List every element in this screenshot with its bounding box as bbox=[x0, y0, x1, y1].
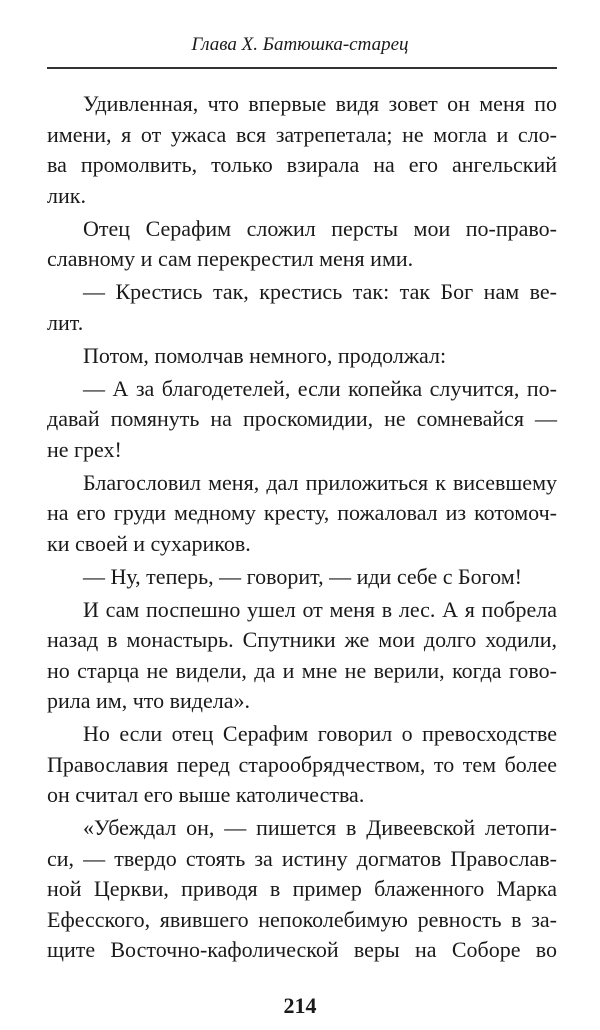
paragraph bbox=[47, 468, 557, 560]
text-line: назад в монастырь. Спутники же мои долго ходили, bbox=[47, 627, 557, 652]
text-line: Ефесского, явившего непоколебимую ревность в за- bbox=[47, 906, 557, 932]
text-line: Православия перед старообрядчеством, то тем более bbox=[47, 751, 557, 777]
text-line: имени, я от ужаса вся затрепетала; не могла и сло- bbox=[47, 121, 557, 147]
paragraph bbox=[47, 374, 557, 466]
text-line: щите Восточно-кафолической веры на Соборе во bbox=[47, 937, 557, 962]
paragraph bbox=[47, 341, 557, 372]
text-line: — Ну, теперь, — говорит, — иди себе с Богом! bbox=[83, 563, 522, 589]
text-line: «Убеждал он, — пишется в Дивеевской летопи- bbox=[83, 815, 557, 840]
text-line: не грех! bbox=[47, 436, 122, 462]
text-line: — А за благодетелей, если копейка случится, по- bbox=[83, 375, 557, 401]
page-number: 214 bbox=[283, 992, 317, 1018]
paragraph bbox=[47, 89, 557, 211]
text-line: лит. bbox=[47, 309, 84, 335]
text-line: на его груди медному кресту, пожаловал из котомоч- bbox=[47, 500, 557, 525]
text-line: — Крестись так, крестись так: так Бог нам ве- bbox=[83, 279, 557, 304]
text-line: давай помянуть на проскомидии, не сомневайся — bbox=[47, 406, 557, 431]
page-body bbox=[47, 89, 557, 966]
text-line: он считал его выше католичества. bbox=[47, 782, 365, 807]
paragraph bbox=[47, 562, 557, 593]
text-line: ной Церкви, приводя в пример блаженного Марка bbox=[47, 876, 557, 901]
text-line: Удивленная, что впервые видя зовет он меня по bbox=[83, 91, 557, 116]
text-line: славному и сам перекрестил меня ими. bbox=[47, 246, 414, 271]
text-line: Благословил меня, дал приложиться к висевшему bbox=[83, 469, 557, 495]
paragraph bbox=[47, 719, 557, 811]
text-line: но старца не видели, да и мне не верили, когда гово- bbox=[47, 657, 557, 683]
running-header: Глава X. Батюшка-старец bbox=[191, 34, 409, 55]
text-line: И сам поспешно ушел от меня в лес. А я побрела bbox=[83, 596, 557, 622]
text-line: лик. bbox=[47, 182, 86, 208]
text-line: Потом, помолчав немного, продолжал: bbox=[83, 342, 447, 368]
paragraph bbox=[47, 277, 557, 338]
paragraph bbox=[47, 813, 557, 966]
text-line: Отец Серафим сложил персты мои по-право- bbox=[83, 215, 557, 241]
paragraph bbox=[47, 214, 557, 275]
paragraph bbox=[47, 595, 557, 717]
text-line: рила им, что видела». bbox=[47, 688, 250, 713]
text-line: ки своей и сухариков. bbox=[47, 530, 251, 556]
header-rule bbox=[47, 67, 557, 69]
text-line: си, — твердо стоять за истину догматов Православ- bbox=[47, 845, 557, 871]
text-line: ва промолвить, только взирала на его ангельский bbox=[47, 152, 557, 177]
text-line: Но если отец Серафим говорил о превосходстве bbox=[83, 721, 557, 746]
